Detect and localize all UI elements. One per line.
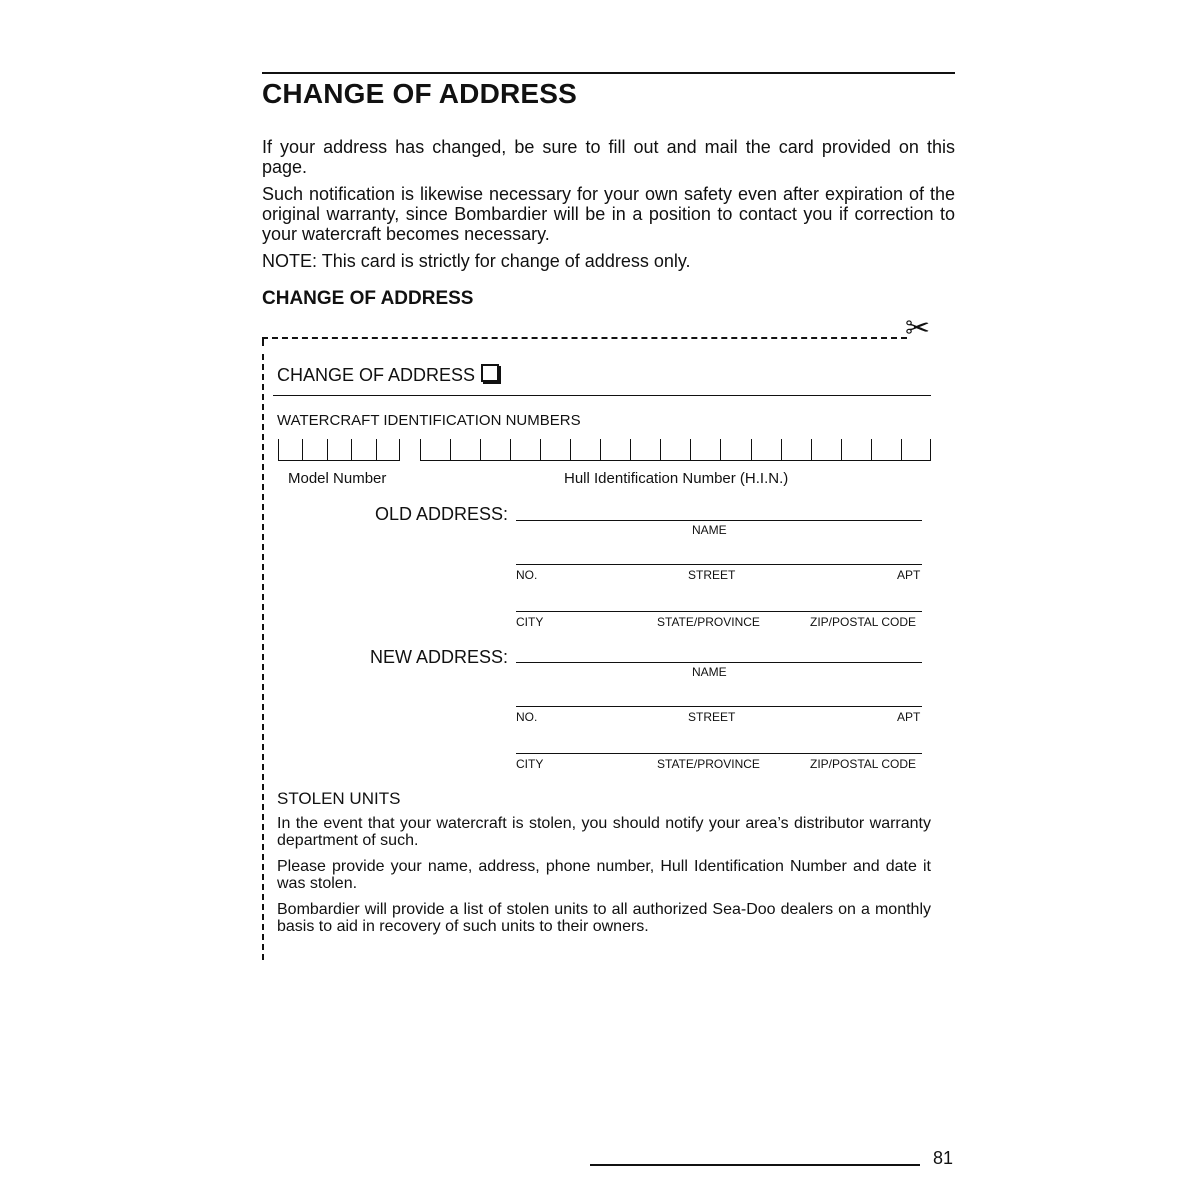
model-digit-box[interactable] [327,439,351,461]
new-name-caption: NAME [692,665,727,679]
new-address-label: NEW ADDRESS: [369,647,508,667]
new-street-caption: STREET [688,710,736,724]
model-digit-box[interactable] [376,439,400,461]
section-title: CHANGE OF ADDRESS [262,288,474,309]
cut-line-top [262,337,907,339]
hin-digit-box[interactable] [570,439,600,461]
identification-label: WATERCRAFT IDENTIFICATION NUMBERS [277,412,581,429]
new-no-caption: NO. [516,710,538,724]
old-name-caption: NAME [692,523,727,537]
hin-digit-box[interactable] [480,439,510,461]
hin-digit-box[interactable] [420,439,450,461]
note-paragraph [262,251,955,271]
top-rule [262,72,955,74]
hin-label: Hull Identification Number (H.I.N.) [564,470,789,487]
model-digit-box[interactable] [278,439,302,461]
card-title-rule [273,395,931,396]
hin-digit-box[interactable] [450,439,480,461]
page-number: 81 [933,1148,954,1168]
new-street-line[interactable] [516,706,922,707]
stolen-units-paragraph-2: Please provide your name, address, phone number, Hull Identification Number and date it was stolen. [277,858,931,892]
new-state-caption: STATE/PROVINCE [657,757,760,771]
old-name-line[interactable] [516,520,922,521]
hin-digit-box[interactable] [630,439,660,461]
scissors-icon: ✂ [905,312,931,345]
checkbox-icon[interactable] [481,364,499,382]
stolen-units-title: STOLEN UNITS [277,789,401,808]
old-no-caption: NO. [516,568,538,582]
note-label: NOTE: [262,251,318,271]
model-number-label: Model Number [288,470,387,487]
card-title [277,364,499,386]
hin-digit-box[interactable] [510,439,540,461]
stolen-units-paragraph-3: Bombardier will provide a list of stolen units to all authorized Sea-Doo dealers on a monthly basis to aid in recovery of such units to their owners. [277,901,931,935]
intro-paragraph-1: If your address has changed, be sure to fill out and mail the card provided on this page. [262,137,955,177]
footer-rule [590,1164,920,1166]
old-state-caption: STATE/PROVINCE [657,615,760,629]
model-number-boxes [278,439,400,461]
cut-line-left [262,354,264,960]
hin-digit-box[interactable] [720,439,750,461]
new-city-line[interactable] [516,753,922,754]
hin-digit-box[interactable] [841,439,871,461]
hin-digit-box[interactable] [600,439,630,461]
stolen-units-paragraph-1: In the event that your watercraft is stolen, you should notify your area’s distributor warranty department of such. [277,815,931,849]
new-name-line[interactable] [516,662,922,663]
page-title: CHANGE OF ADDRESS [262,78,578,109]
old-city-line[interactable] [516,611,922,612]
cut-line-corner [262,337,264,346]
old-address-label: OLD ADDRESS: [374,504,508,524]
old-zip-caption: ZIP/POSTAL CODE [810,615,917,629]
hin-digit-box[interactable] [781,439,811,461]
hin-digit-box[interactable] [690,439,720,461]
hin-digit-box[interactable] [660,439,690,461]
note-text: This card is strictly for change of address only. [321,251,691,271]
hin-digit-box[interactable] [901,439,931,461]
old-apt-caption: APT [897,568,921,582]
old-city-caption: CITY [516,615,544,629]
new-city-caption: CITY [516,757,544,771]
intro-paragraph-2: Such notification is likewise necessary for your own safety even after expiration of the original warranty, since Bombardier will be in a position to contact you if correction to your watercraft becomes necessary. [262,184,955,244]
hin-digit-box[interactable] [811,439,841,461]
old-street-line[interactable] [516,564,922,565]
hin-digit-box[interactable] [540,439,570,461]
hin-digit-box[interactable] [871,439,901,461]
hin-digit-box[interactable] [751,439,781,461]
old-street-caption: STREET [688,568,736,582]
hin-boxes [420,439,931,461]
model-digit-box[interactable] [302,439,326,461]
card-title-text: CHANGE OF ADDRESS [277,365,476,385]
new-zip-caption: ZIP/POSTAL CODE [810,757,917,771]
model-digit-box[interactable] [351,439,375,461]
new-apt-caption: APT [897,710,921,724]
